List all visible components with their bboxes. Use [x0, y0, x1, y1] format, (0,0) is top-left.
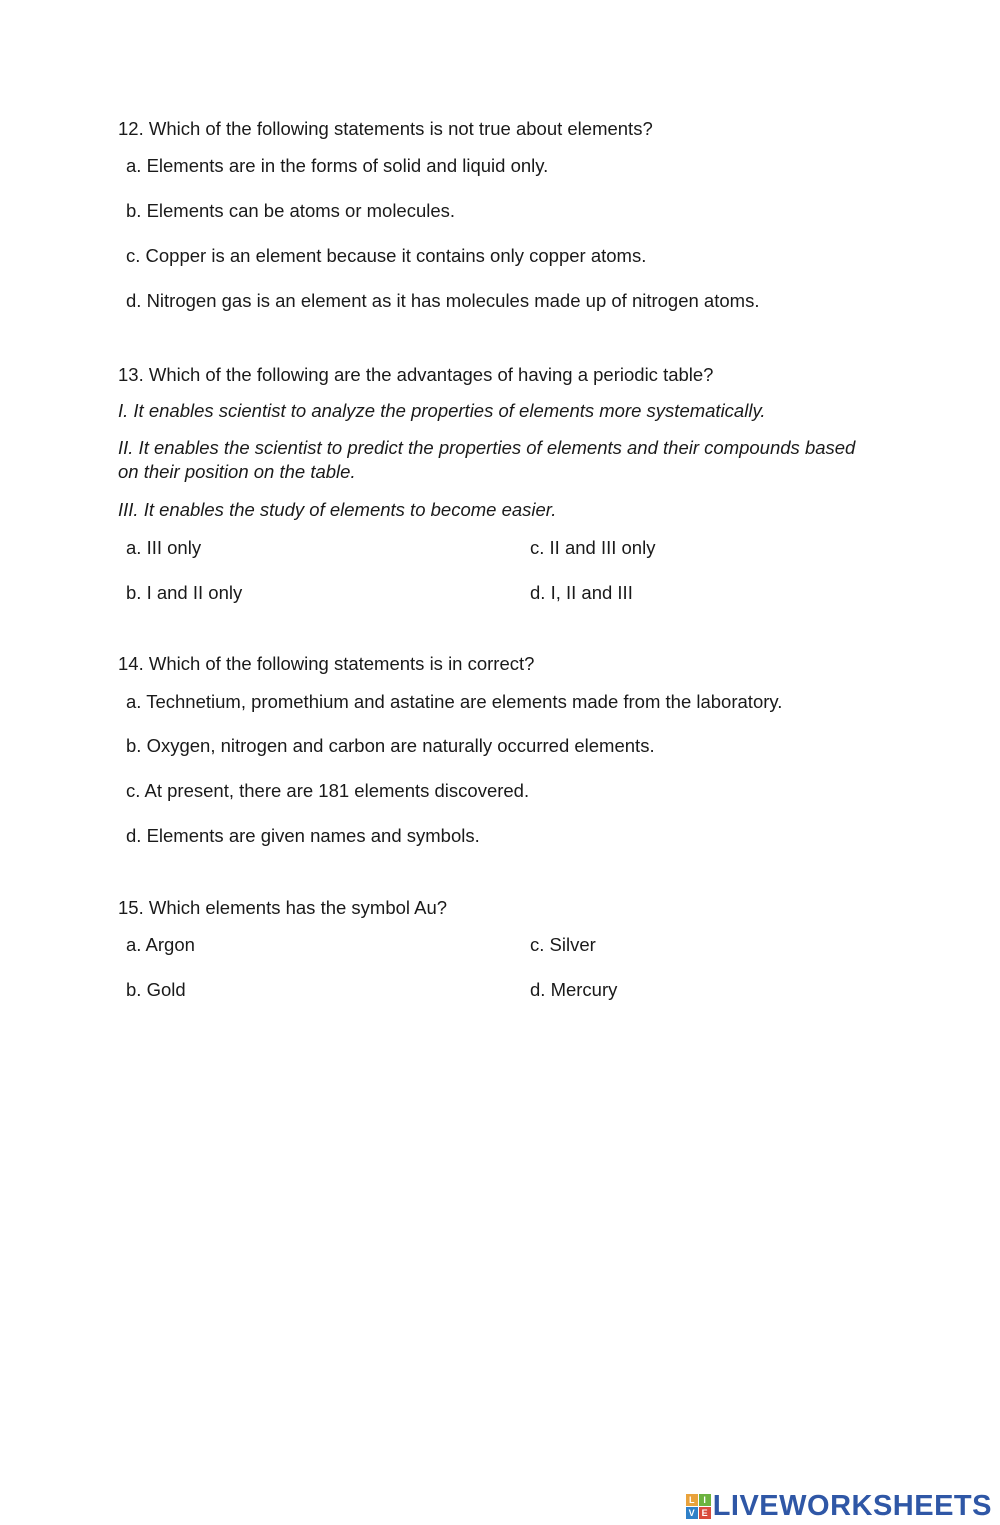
- logo-tile: I: [699, 1494, 711, 1506]
- liveworksheets-wordmark: LIVEWORKSHEETS: [712, 1489, 992, 1522]
- q12-option-c[interactable]: c. Copper is an element because it contains only copper atoms.: [126, 245, 647, 266]
- question-14-prompt: 14. Which of the following statements is in correct?: [118, 653, 535, 674]
- q13-option-a[interactable]: a. III only: [126, 537, 202, 558]
- q13-statement-ii: II. It enables the scientist to predict the properties of elements and their compounds based on their position on the table.: [118, 437, 856, 482]
- q13-statement-i: I. It enables scientist to analyze the properties of elements more systematically.: [118, 400, 766, 421]
- question-15-prompt: 15. Which elements has the symbol Au?: [118, 897, 448, 918]
- q14-option-a[interactable]: a. Technetium, promethium and astatine are elements made from the laboratory.: [126, 691, 783, 712]
- q13-option-d[interactable]: d. I, II and III: [530, 582, 633, 603]
- logo-tile: L: [686, 1494, 698, 1506]
- q12-option-b[interactable]: b. Elements can be atoms or molecules.: [126, 200, 456, 221]
- logo-tile: V: [686, 1507, 698, 1519]
- q14-option-c[interactable]: c. At present, there are 181 elements discovered.: [126, 780, 530, 801]
- q12-option-a[interactable]: a. Elements are in the forms of solid and liquid only.: [126, 155, 549, 176]
- q12-option-d[interactable]: d. Nitrogen gas is an element as it has molecules made up of nitrogen atoms.: [126, 290, 760, 311]
- q15-option-b[interactable]: b. Gold: [126, 979, 186, 1000]
- q13-statement-iii: III. It enables the study of elements to become easier.: [118, 499, 557, 520]
- q14-option-b[interactable]: b. Oxygen, nitrogen and carbon are naturally occurred elements.: [126, 735, 655, 756]
- q15-option-c[interactable]: c. Silver: [530, 934, 596, 955]
- liveworksheets-logo-icon: [686, 1494, 711, 1519]
- logo-tile: E: [699, 1507, 711, 1519]
- q13-option-b[interactable]: b. I and II only: [126, 582, 243, 603]
- question-13-prompt: 13. Which of the following are the advantages of having a periodic table?: [118, 364, 714, 385]
- question-12-prompt: 12. Which of the following statements is not true about elements?: [118, 118, 653, 139]
- q13-option-c[interactable]: c. II and III only: [530, 537, 656, 558]
- q14-option-d[interactable]: d. Elements are given names and symbols.: [126, 825, 480, 846]
- q15-option-a[interactable]: a. Argon: [126, 934, 195, 955]
- q15-option-d[interactable]: d. Mercury: [530, 979, 618, 1000]
- liveworksheets-brand: [686, 1488, 992, 1524]
